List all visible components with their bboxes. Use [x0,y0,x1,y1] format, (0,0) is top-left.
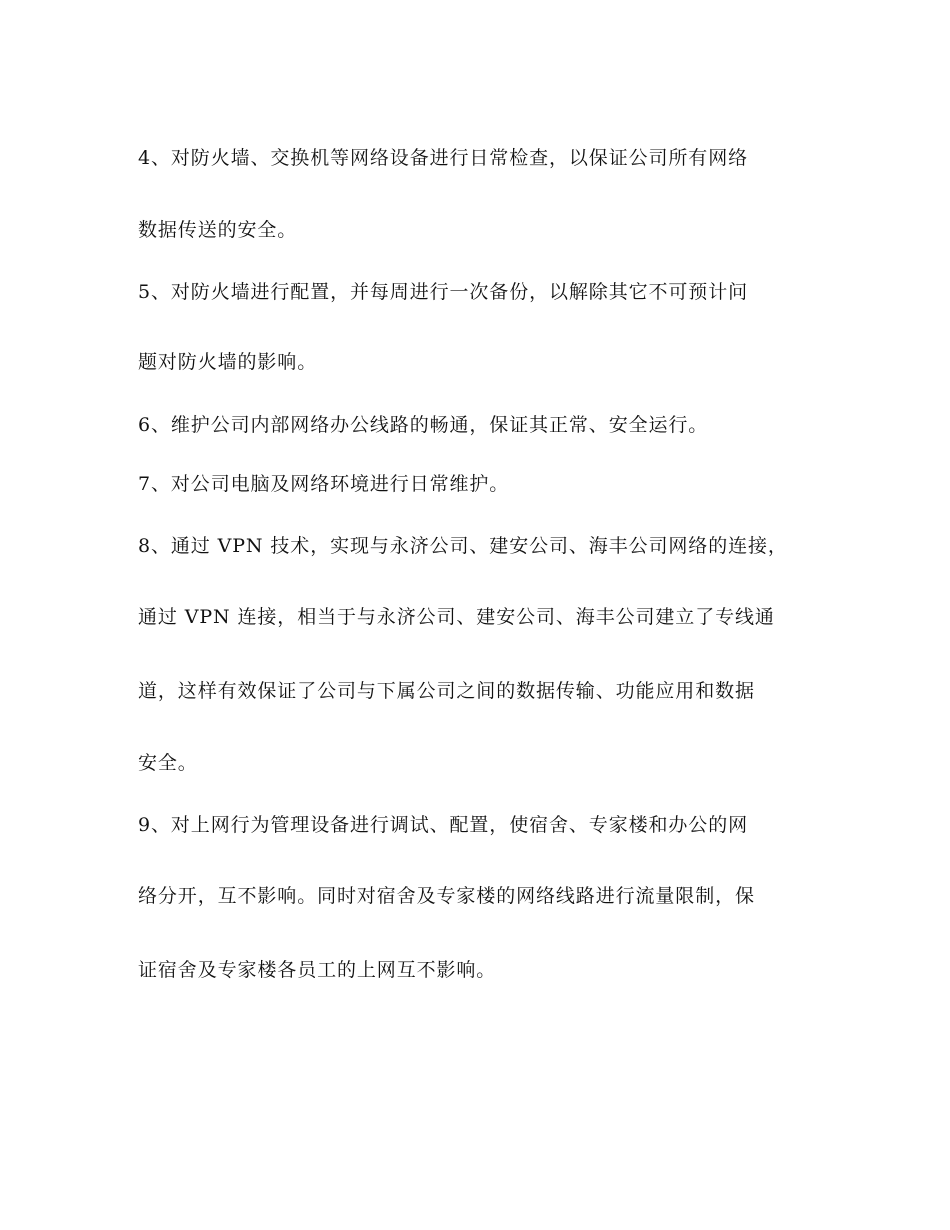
item-9-line-3: 证宿舍及专家楼各员工的上网互不影响。 [138,959,497,981]
item-5-line-2: 题对防火墙的影响。 [138,351,318,373]
item-8-line-1: 8、通过 VPN 技术，实现与永济公司、建安公司、海丰公司网络的连接， [138,535,788,557]
item-9-line-1: 9、对上网行为管理设备进行调试、配置，使宿舍、专家楼和办公的网 [138,814,748,836]
item-8-line-3: 道，这样有效保证了公司与下属公司之间的数据传输、功能应用和数据 [138,680,755,702]
item-4-line-1: 4、对防火墙、交换机等网络设备进行日常检查，以保证公司所有网络 [138,147,748,169]
item-4-line-2: 数据传送的安全。 [138,219,298,241]
item-7-line-1: 7、对公司电脑及网络环境进行日常维护。 [138,473,510,495]
item-6-line-1: 6、维护公司内部网络办公线路的畅通，保证其正常、安全运行。 [138,414,709,436]
item-8-line-2: 通过 VPN 连接，相当于与永济公司、建安公司、海丰公司建立了专线通 [138,606,775,628]
item-5-line-1: 5、对防火墙进行配置，并每周进行一次备份，以解除其它不可预计问 [138,281,748,303]
item-8-line-4: 安全。 [138,752,198,774]
item-9-line-2: 络分开，互不影响。同时对宿舍及专家楼的网络线路进行流量限制，保 [138,885,755,907]
